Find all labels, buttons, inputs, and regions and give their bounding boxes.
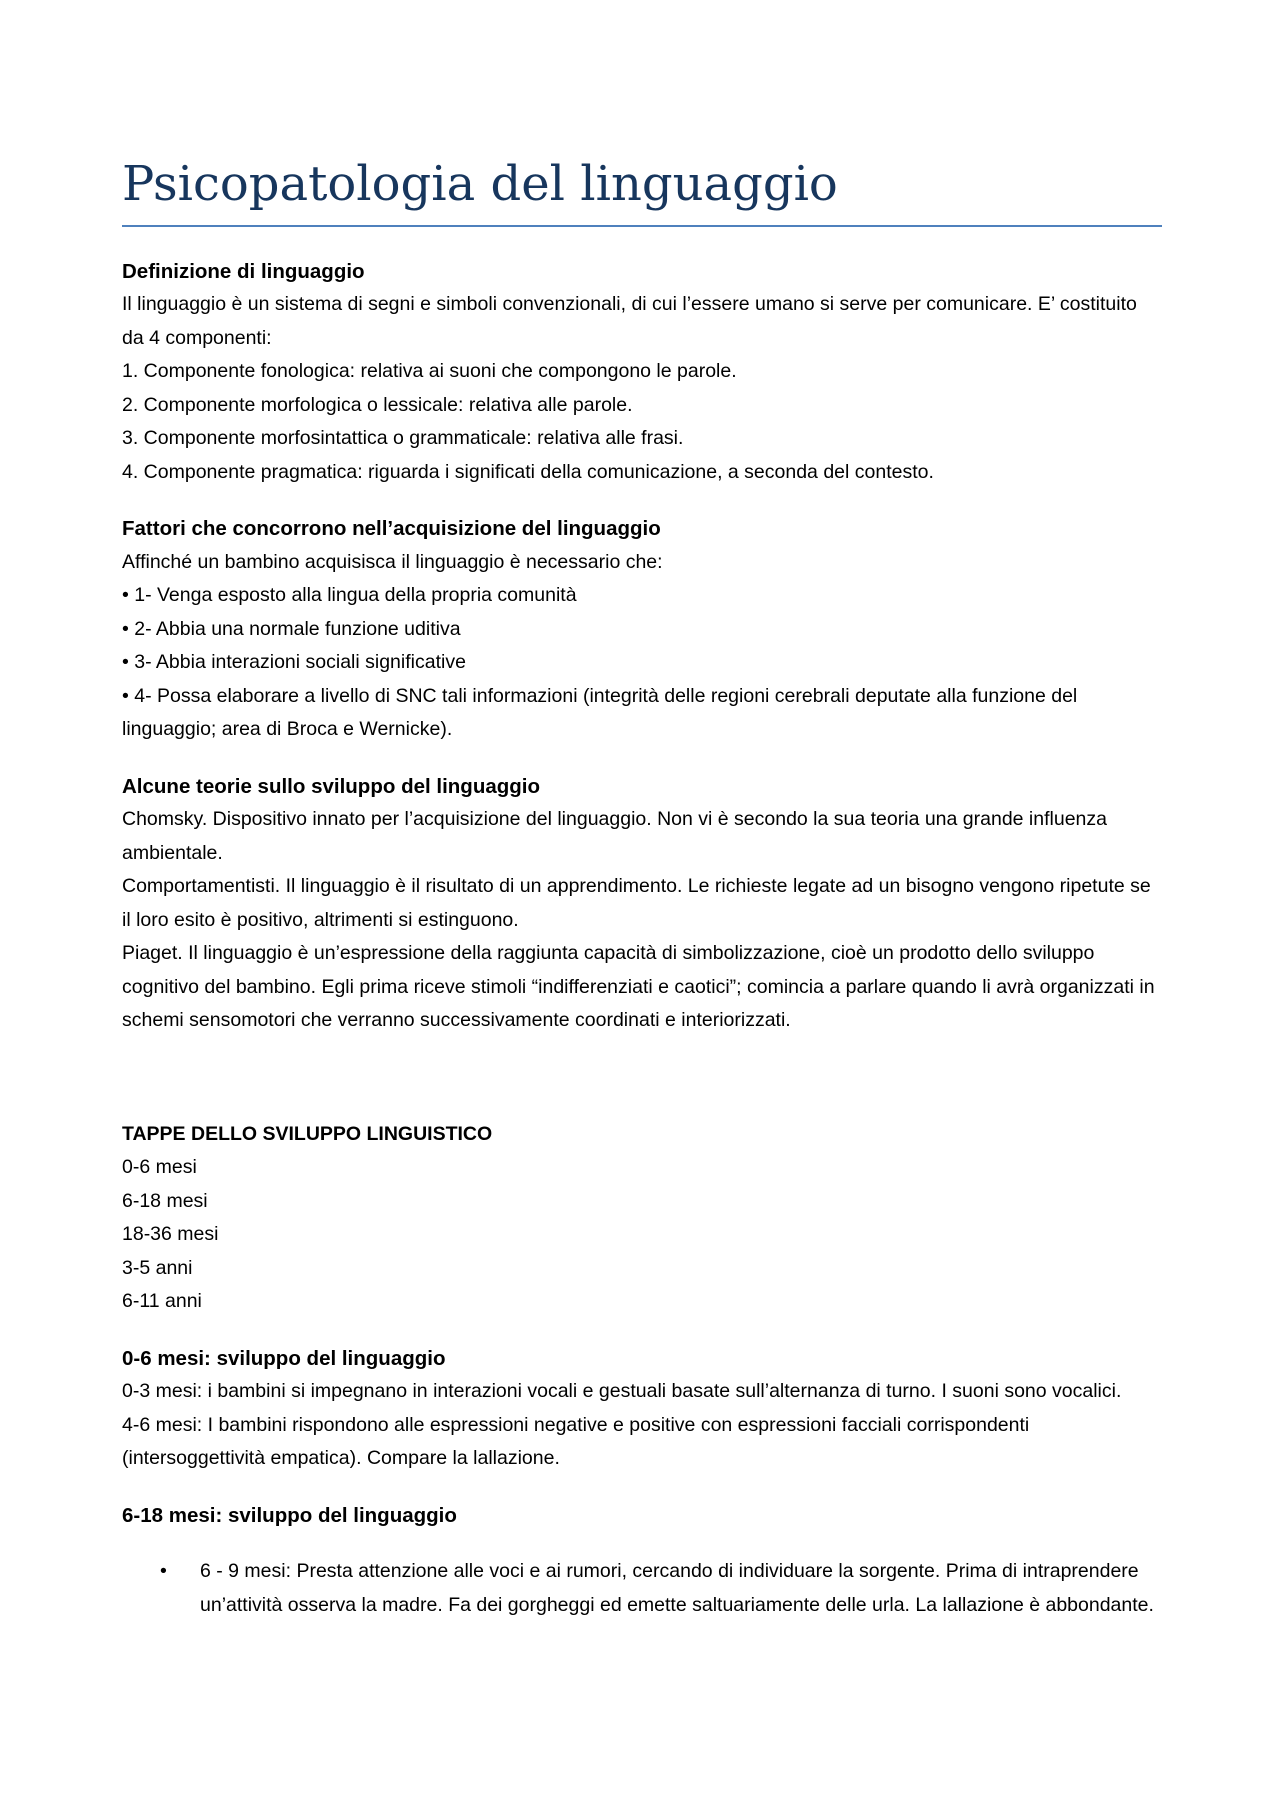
stage-list — [122, 1151, 1162, 1319]
list-item: 0-6 mesi — [122, 1156, 197, 1179]
section-definizione — [122, 255, 1162, 490]
bullet-list — [122, 1555, 1162, 1622]
list-item: 3. Componente morfosintattica o grammaticale: relativa alle frasi. — [122, 427, 684, 450]
section-tappe — [122, 1118, 1162, 1319]
section-heading: 0-6 mesi: sviluppo del linguaggio — [122, 1346, 446, 1370]
list-item: 4. Componente pragmatica: riguarda i significati della comunicazione, a seconda del contesto. — [122, 460, 934, 483]
list-item: • 3- Abbia interazioni sociali significative — [122, 651, 466, 674]
list-item — [122, 1555, 1162, 1622]
bullet-icon: • — [160, 1560, 167, 1583]
paragraph: 0-3 mesi: i bambini si impegnano in interazioni vocali e gestuali basate sull’alternanza di turno. I suoni sono vocalici. — [122, 1380, 1122, 1403]
paragraph: Affinché un bambino acquisisca il linguaggio è necessario che: — [122, 550, 663, 573]
paragraph: Il linguaggio è un sistema di segni e simboli convenzionali, di cui l’essere umano si serve per comunicare. E’ costituito da 4 componenti: — [122, 293, 1137, 349]
list-item: 6-11 anni — [122, 1290, 202, 1313]
list-item: 6-18 mesi — [122, 1189, 208, 1212]
section-heading: Alcune teorie sullo sviluppo del linguaggio — [122, 774, 541, 798]
list-item: 2. Componente morfologica o lessicale: relativa alle parole. — [122, 393, 633, 416]
section-teorie — [122, 770, 1162, 1038]
list-item: 18-36 mesi — [122, 1223, 219, 1246]
paragraph: Chomsky. Dispositivo innato per l’acquisizione del linguaggio. Non vi è secondo la sua teoria una grande influenza ambientale. — [122, 808, 1107, 864]
list-item: • 2- Abbia una normale funzione uditiva — [122, 617, 461, 640]
list-item-text: 6 - 9 mesi: Presta attenzione alle voci e ai rumori, cercando di individuare la sorgente. Prima di intraprendere un’attività osserva la madre. Fa dei gorgheggi ed emette saltuariamente delle urla. La lallazione è abbondante. — [200, 1560, 1154, 1616]
numbered-list — [122, 355, 1162, 489]
section-heading: 6-18 mesi: sviluppo del linguaggio — [122, 1503, 457, 1527]
section-heading: Fattori che concorrono nell’acquisizione del linguaggio — [122, 517, 661, 541]
list-item: • 4- Possa elaborare a livello di SNC tali informazioni (integrità delle regioni cerebrali deputate alla funzione del linguaggio; area di Broca e Wernicke). — [122, 684, 1078, 741]
document-content — [122, 150, 1162, 1622]
section-fattori — [122, 512, 1162, 747]
list-item: 3-5 anni — [122, 1256, 193, 1279]
paragraph: Piaget. Il linguaggio è un’espressione della raggiunta capacità di simbolizzazione, cioè un prodotto dello sviluppo cognitivo del bambino. Egli prima riceve stimoli “indifferenziati e caotici”; comincia a parlare quando li avrà organizzati in schemi sensomotori che verranno successivamente coordinati e interiorizzati. — [122, 942, 1155, 1032]
list-item: • 1- Venga esposto alla lingua della propria comunità — [122, 584, 577, 607]
section-zero-sei-mesi — [122, 1342, 1162, 1476]
list-item: 1. Componente fonologica: relativa ai suoni che compongono le parole. — [122, 360, 737, 383]
paragraph: Comportamentisti. Il linguaggio è il risultato di un apprendimento. Le richieste legate ad un bisogno vengono ripetute se il loro esito è positivo, altrimenti si estinguono. — [122, 875, 1151, 931]
bullet-list — [122, 579, 1162, 747]
section-heading: Definizione di linguaggio — [122, 259, 365, 283]
paragraph: 4-6 mesi: I bambini rispondono alle espressioni negative e positive con espressioni facciali corrispondenti (intersoggettività empatica). Compare la lallazione. — [122, 1413, 1030, 1470]
document-title: Psicopatologia del linguaggio — [122, 156, 1162, 227]
section-sei-diciotto-mesi — [122, 1499, 1162, 1623]
section-heading: TAPPE DELLO SVILUPPO LINGUISTICO — [122, 1122, 493, 1145]
